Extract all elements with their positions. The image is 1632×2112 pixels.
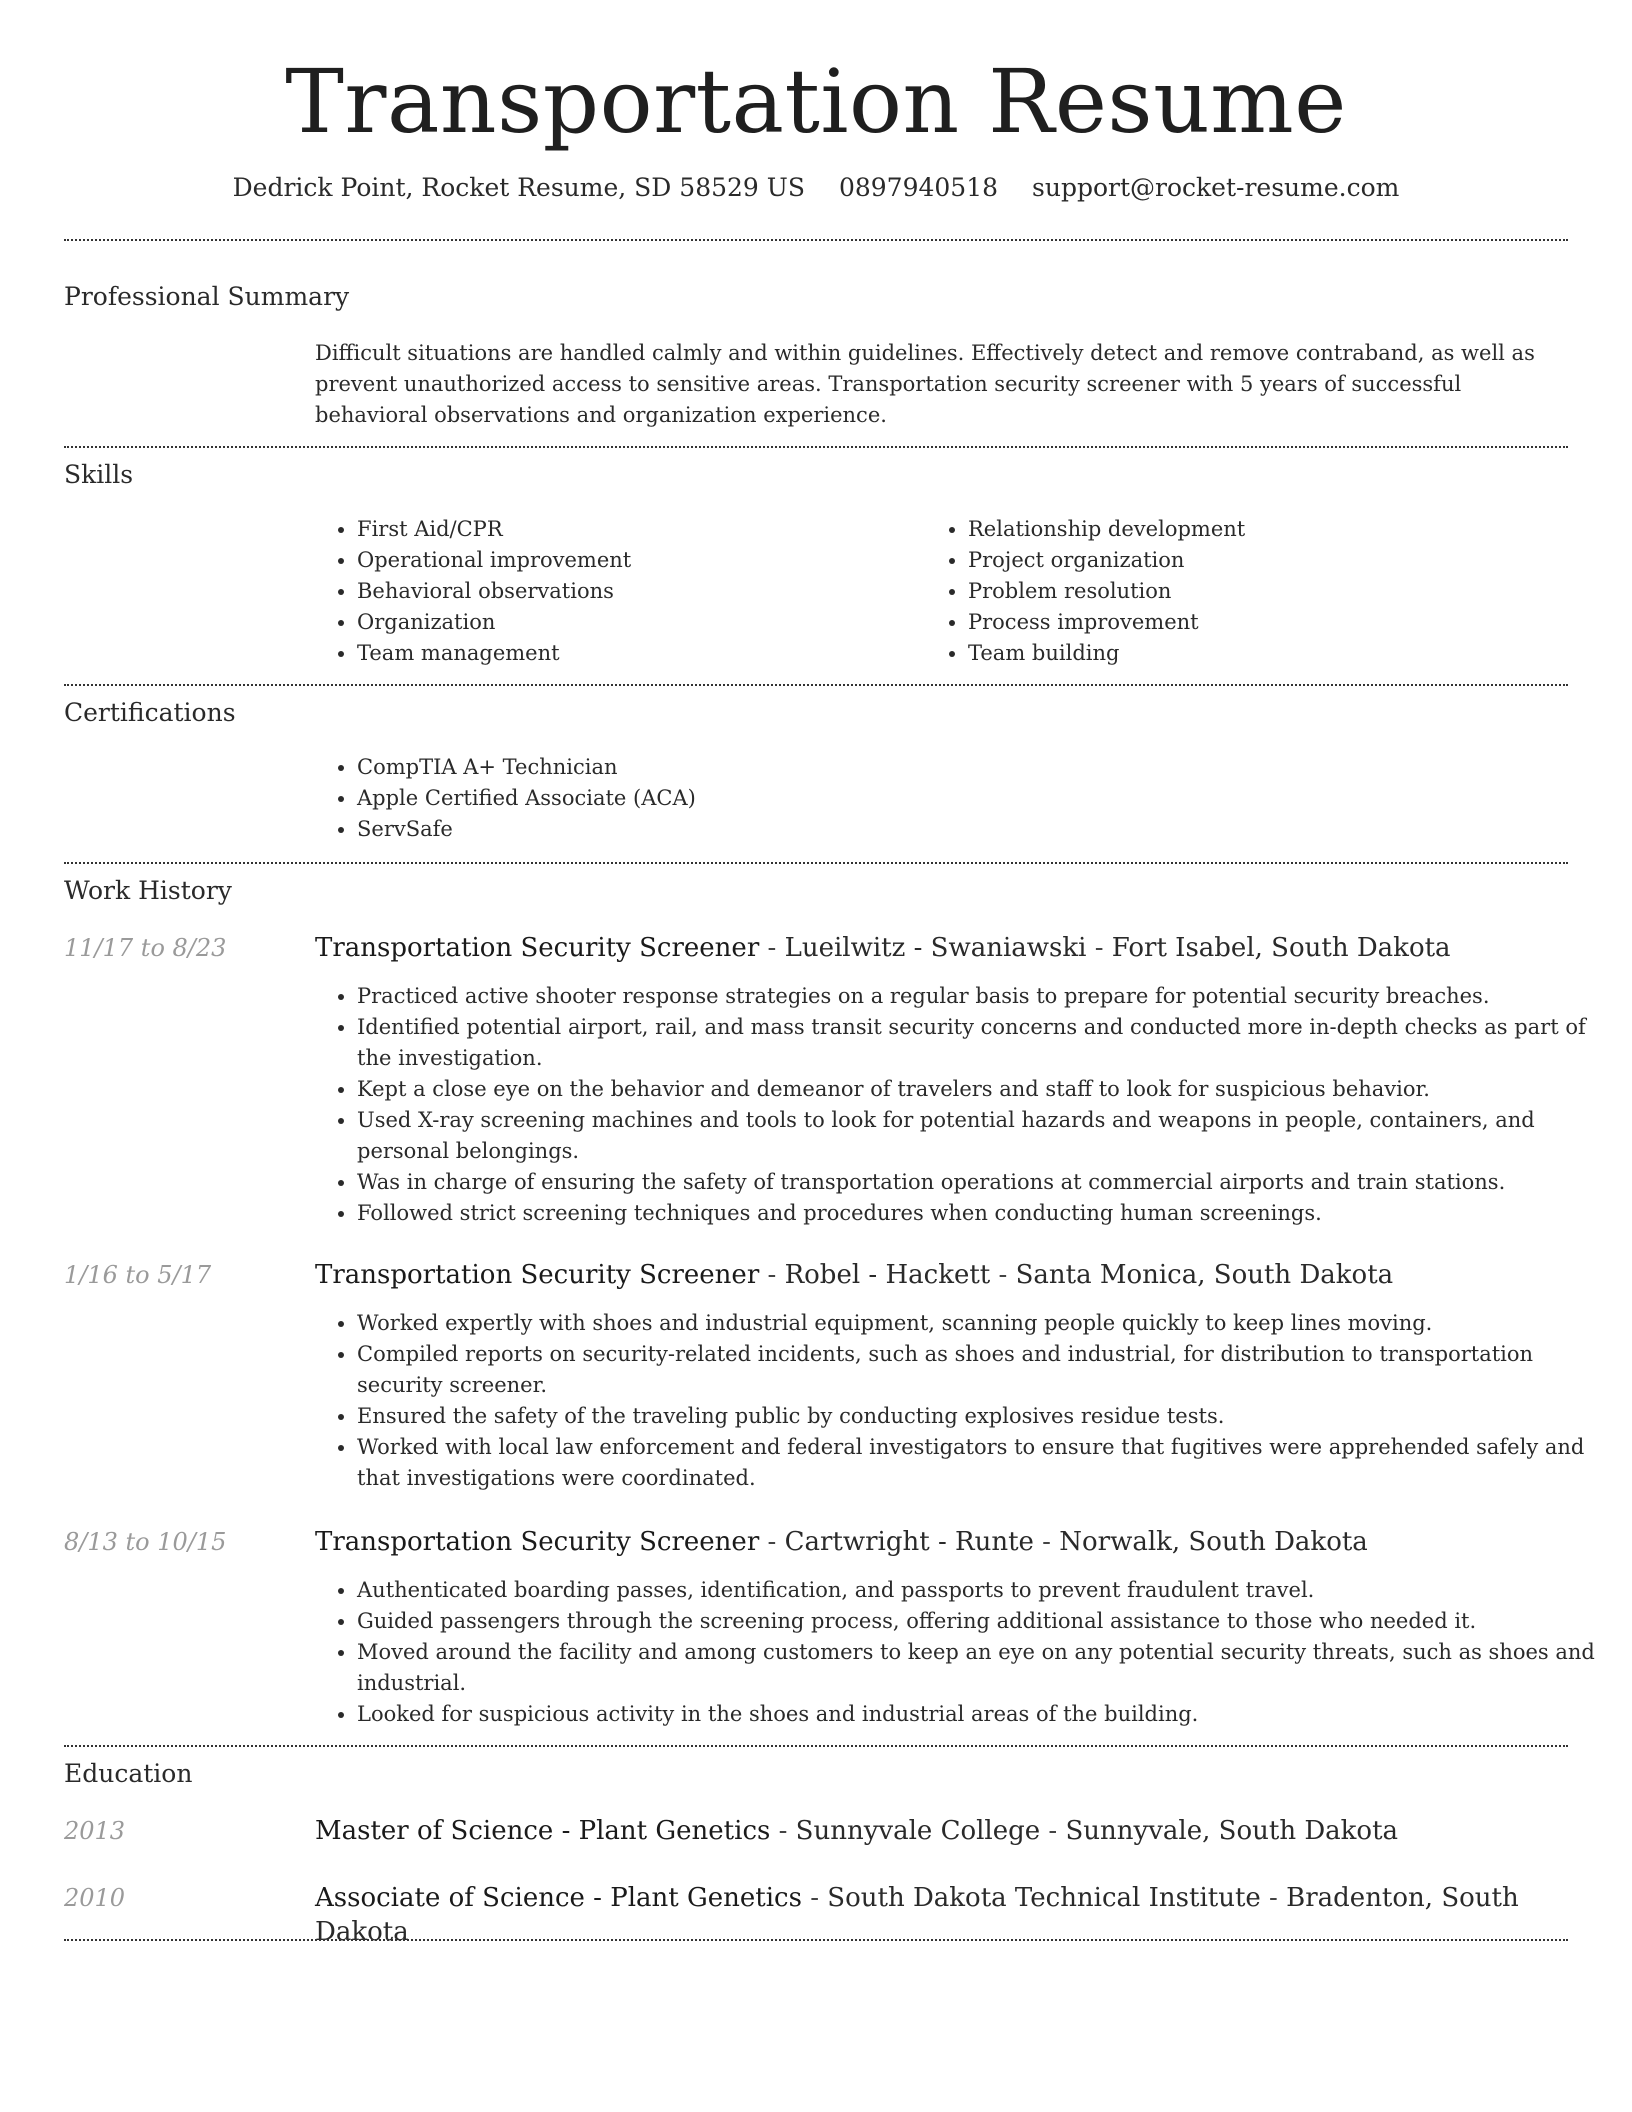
job-dates: 11/17 to 8/23: [64, 934, 227, 962]
education-school: Sunnyvale College: [795, 1816, 1041, 1846]
divider: [64, 1745, 1568, 1747]
list-item: • First Aid/CPR: [357, 514, 917, 545]
job-company: Robel - Hackett: [784, 1260, 991, 1290]
list-item: • Looked for suspicious activity in the shoes and industrial areas of the building.: [357, 1699, 1612, 1730]
skills-list-right: [924, 514, 1568, 669]
list-item: • Identified potential airport, rail, and mass transit security concerns and conducted more in-depth checks as part of the investigation.: [357, 1012, 1612, 1074]
divider: [64, 862, 1568, 864]
list-item: • Apple Certified Associate (ACA): [357, 783, 1557, 814]
list-item: • Organization: [357, 607, 917, 638]
education-year: 2010: [64, 1884, 126, 1912]
list-item: • Compiled reports on security-related incidents, such as shoes and industrial, for distribution to transportation security screener.: [357, 1339, 1612, 1401]
job-bullets: [313, 981, 1612, 1229]
education-school: South Dakota Technical Institute: [827, 1883, 1261, 1913]
job-heading: Transportation Security Screener - Lueilwitz - Swaniawski - Fort Isabel, South Dakota: [315, 933, 1451, 963]
list-item: • CompTIA A+ Technician: [357, 752, 1557, 783]
education-location: Sunnyvale, South Dakota: [1065, 1816, 1399, 1846]
list-item: • ServSafe: [357, 814, 1557, 845]
job-title: Transportation Security Screener: [315, 1260, 760, 1290]
contact-address: Dedrick Point, Rocket Resume, SD 58529 US: [232, 173, 805, 202]
section-heading-skills: Skills: [64, 460, 134, 489]
contact-phone: 0897940518: [838, 173, 999, 202]
divider: [64, 239, 1568, 241]
list-item: • Moved around the facility and among customers to keep an eye on any potential security threats, such as shoes and industrial.: [357, 1637, 1612, 1699]
job-company: Cartwright - Runte: [784, 1527, 1034, 1557]
list-item: • Project organization: [968, 545, 1568, 576]
list-item: • Authenticated boarding passes, identification, and passports to prevent fraudulent travel.: [357, 1575, 1612, 1606]
education-degree: Master of Science - Plant Genetics: [315, 1816, 771, 1846]
divider: [64, 446, 1568, 448]
certifications-list: [313, 752, 1557, 845]
job-heading: Transportation Security Screener - Cartwright - Runte - Norwalk, South Dakota: [315, 1527, 1368, 1557]
job-title: Transportation Security Screener: [315, 1527, 760, 1557]
job-location: Santa Monica, South Dakota: [1015, 1260, 1394, 1290]
section-heading-summary: Professional Summary: [64, 282, 350, 311]
job-bullets: [313, 1308, 1612, 1494]
education-year: 2013: [64, 1817, 126, 1845]
divider: [64, 1939, 1568, 1941]
section-heading-education: Education: [64, 1759, 193, 1788]
skills-list-left: [313, 514, 917, 669]
list-item: • Worked expertly with shoes and industrial equipment, scanning people quickly to keep lines moving.: [357, 1308, 1612, 1339]
list-item: • Was in charge of ensuring the safety of transportation operations at commercial airports and train stations.: [357, 1167, 1612, 1198]
list-item: • Followed strict screening techniques and procedures when conducting human screenings.: [357, 1198, 1612, 1229]
list-item: • Behavioral observations: [357, 576, 917, 607]
list-item: • Worked with local law enforcement and federal investigators to ensure that fugitives were apprehended safely and that investigations were coordinated.: [357, 1432, 1612, 1494]
summary-text: Difficult situations are handled calmly and within guidelines. Effectively detect and remove contraband, as well as prevent unauthorized access to sensitive areas. Transportation security screener with 5 years of successful behavioral observations and organization experience.: [315, 341, 1535, 427]
list-item: • Used X-ray screening machines and tools to look for potential hazards and weapons in people, containers, and personal belongings.: [357, 1105, 1612, 1167]
education-heading: Master of Science - Plant Genetics - Sunnyvale College - Sunnyvale, South Dakota: [315, 1816, 1399, 1846]
list-item: • Kept a close eye on the behavior and demeanor of travelers and staff to look for suspicious behavior.: [357, 1074, 1612, 1105]
list-item: • Process improvement: [968, 607, 1568, 638]
education-heading: Associate of Science - Plant Genetics - South Dakota Technical Institute - Bradenton, South Dakota: [315, 1883, 1519, 1947]
job-heading: Transportation Security Screener - Robel - Hackett - Santa Monica, South Dakota: [315, 1260, 1394, 1290]
list-item: • Guided passengers through the screening process, offering additional assistance to those who needed it.: [357, 1606, 1612, 1637]
section-heading-work-history: Work History: [64, 876, 232, 905]
job-title: Transportation Security Screener: [315, 933, 760, 963]
job-location: Fort Isabel, South Dakota: [1111, 933, 1451, 963]
resume-title: Transportation Resume: [285, 50, 1347, 153]
list-item: • Team management: [357, 638, 917, 669]
job-location: Norwalk, South Dakota: [1059, 1527, 1368, 1557]
list-item: • Team building: [968, 638, 1568, 669]
list-item: • Operational improvement: [357, 545, 917, 576]
contact-line: [0, 170, 1632, 206]
list-item: • Relationship development: [968, 514, 1568, 545]
divider: [64, 684, 1568, 686]
list-item: • Ensured the safety of the traveling public by conducting explosives residue tests.: [357, 1401, 1612, 1432]
list-item: • Problem resolution: [968, 576, 1568, 607]
education-degree: Associate of Science - Plant Genetics: [315, 1883, 802, 1913]
contact-email: support@rocket-resume.com: [1032, 173, 1400, 202]
section-heading-certifications: Certifications: [64, 698, 236, 727]
list-item: • Practiced active shooter response strategies on a regular basis to prepare for potential security breaches.: [357, 981, 1612, 1012]
education-location: Bradenton, South Dakota: [315, 1883, 1519, 1947]
job-dates: 8/13 to 10/15: [64, 1528, 227, 1556]
job-dates: 1/16 to 5/17: [64, 1261, 212, 1289]
job-company: Lueilwitz - Swaniawski: [784, 933, 1087, 963]
job-bullets: [313, 1575, 1612, 1730]
